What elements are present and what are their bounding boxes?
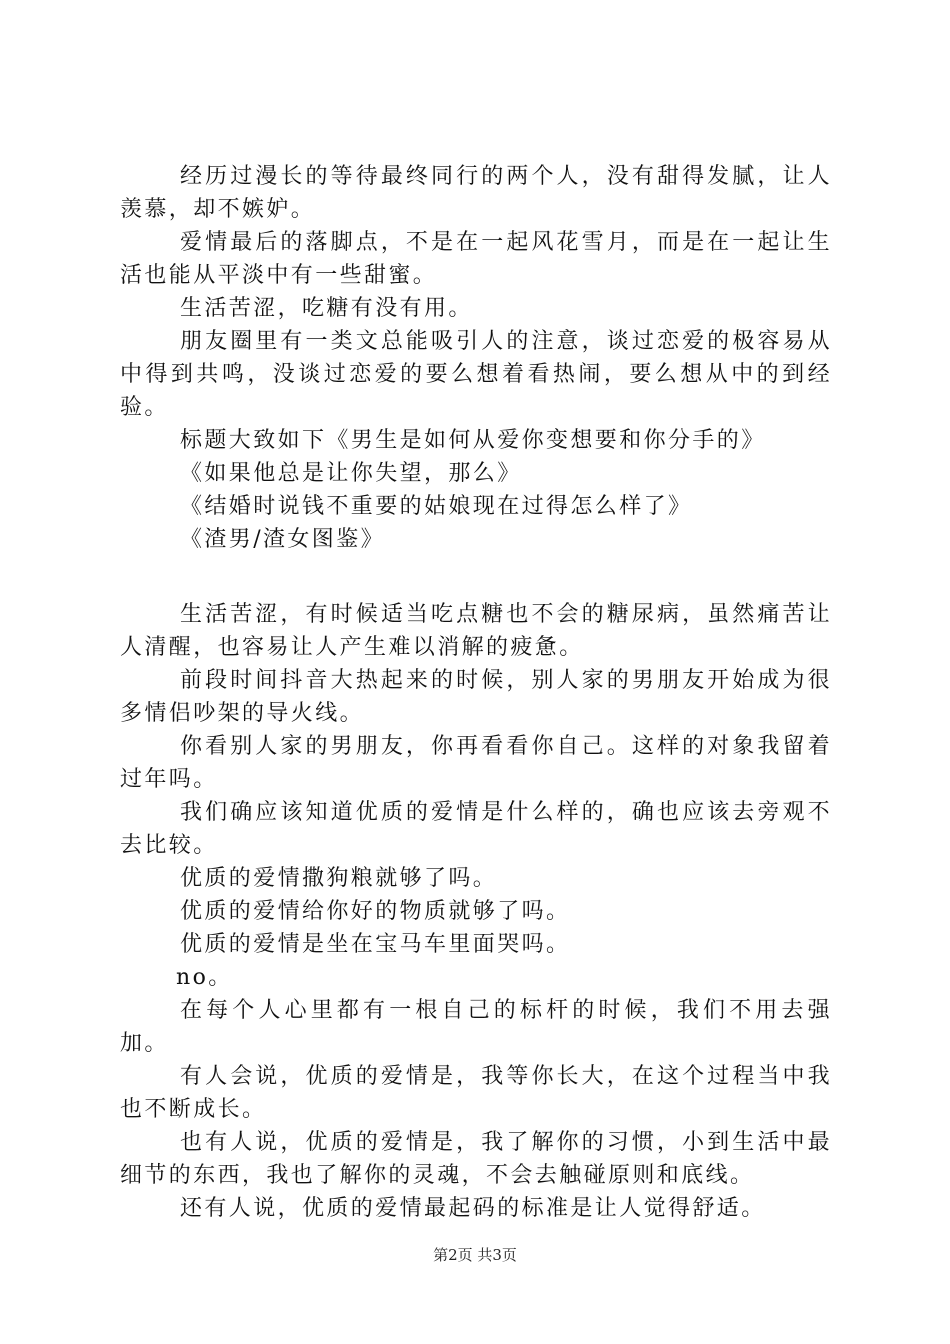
paragraph: 在每个人心里都有一根自己的标杆的时候，我们不用去强加。 <box>120 998 832 1056</box>
paragraph: 你看别人家的男朋友，你再看看你自己。这样的对象我留着过年吗。 <box>120 734 832 792</box>
paragraph: 也有人说，优质的爱情是，我了解你的习惯，小到生活中最细节的东西，我也了解你的灵魂，不会去触碰原则和底线。 <box>120 1130 832 1188</box>
paragraph: 前段时间抖音大热起来的时候，别人家的男朋友开始成为很多情侣吵架的导火线。 <box>120 668 832 726</box>
paragraph: 《渣男/渣女图鉴》 <box>180 527 386 552</box>
paragraph: 有人会说，优质的爱情是，我等你长大，在这个过程当中我也不断成长。 <box>120 1064 832 1122</box>
paragraph: 经历过漫长的等待最终同行的两个人，没有甜得发腻，让人羡慕，却不嫉妒。 <box>120 164 832 222</box>
paragraph: 生活苦涩，吃糖有没有用。 <box>180 296 473 321</box>
paragraph: 优质的爱情给你好的物质就够了吗。 <box>180 899 571 924</box>
paragraph: 《如果他总是让你失望，那么》 <box>180 461 522 486</box>
document-body <box>120 160 832 1225</box>
paragraph: 朋友圈里有一类文总能吸引人的注意，谈过恋爱的极容易从中得到共鸣，没谈过恋爱的要么想着看热闹，要么想从中的到经验。 <box>120 329 832 420</box>
paragraph: 生活苦涩，有时候适当吃点糖也不会的糖尿病，虽然痛苦让人清醒，也容易让人产生难以消解的疲惫。 <box>120 602 832 660</box>
section-gap <box>120 556 832 598</box>
paragraph: 优质的爱情撒狗粮就够了吗。 <box>180 866 498 891</box>
paragraph: 《结婚时说钱不重要的姑娘现在过得怎么样了》 <box>180 494 693 519</box>
paragraph: 标题大致如下《男生是如何从爱你变想要和你分手的》 <box>180 428 766 453</box>
paragraph: 优质的爱情是坐在宝马车里面哭吗。 <box>180 932 571 957</box>
paragraph: no。 <box>176 965 233 990</box>
paragraph: 爱情最后的落脚点，不是在一起风花雪月，而是在一起让生活也能从平淡中有一些甜蜜。 <box>120 230 832 288</box>
paragraph: 我们确应该知道优质的爱情是什么样的，确也应该去旁观不去比较。 <box>120 800 832 858</box>
paragraph: 还有人说，优质的爱情最起码的标准是让人觉得舒适。 <box>180 1196 766 1221</box>
page-number-footer: 第2页 共3页 <box>433 1246 517 1264</box>
